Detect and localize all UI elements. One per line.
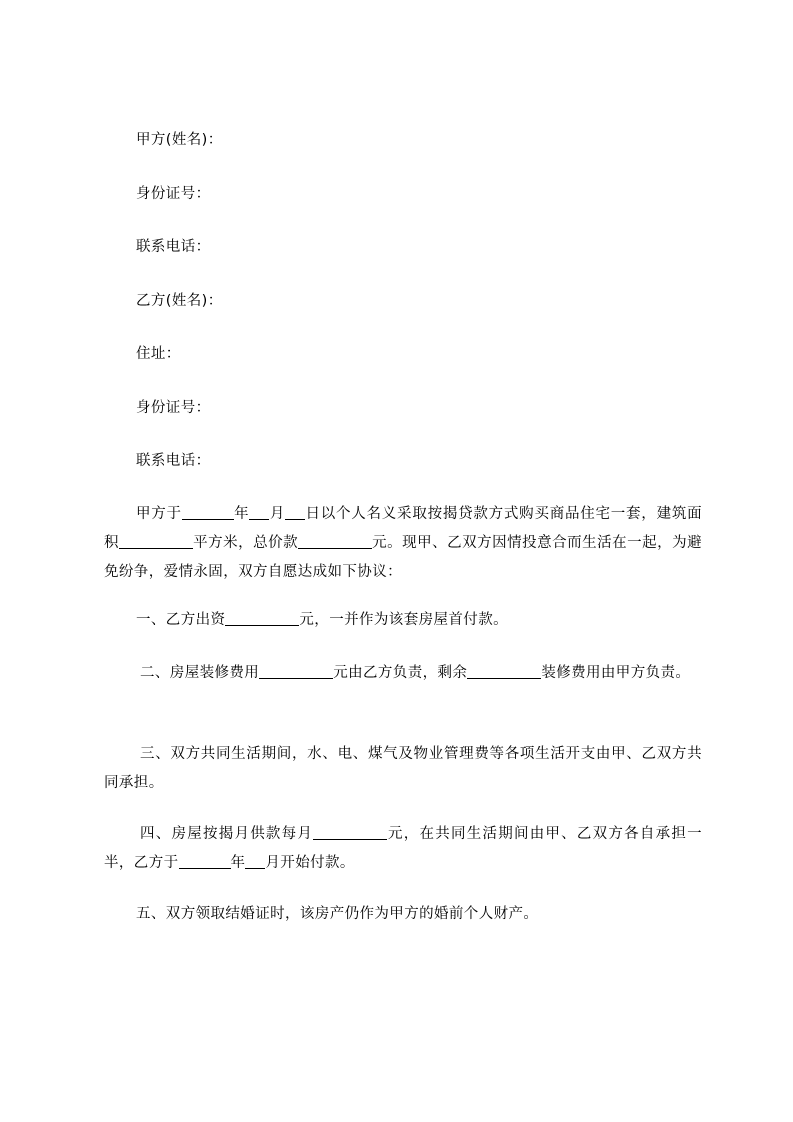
party-a-name-label: 甲方(姓名)： [136,132,223,148]
clause-text: 一、乙方出资 [136,612,226,628]
clause-text: 五、双方领取结婚证时，该房产仍作为甲方的婚前个人财产。 [136,906,539,922]
clause-text: 装修费用由甲方负责。 [541,665,691,681]
clause-text: 元由乙方负责，剩余 [333,665,468,681]
intro-text: 月 [269,506,286,522]
floor-area-blank [119,533,193,549]
clause-text: 二、房屋装修费用 [140,665,260,681]
intro-text: 元。现甲、乙双方因情投意合而生活在一起，为避免纷争，爱情永固，双方自愿达成如下协议： [104,535,702,580]
party-a-id-label: 身份证号： [136,186,211,202]
clause-text: 年 [230,855,246,871]
clause-text: 月开始付款。 [265,855,355,871]
monthly-payment-blank [313,824,387,840]
remaining-cost-blank [467,663,541,679]
intro-text: 年 [233,506,250,522]
clause-1 [104,606,702,635]
party-b-address-label: 住址： [136,346,181,362]
purchase-month-blank [249,504,269,520]
decoration-cost-blank [259,663,333,679]
clause-3 [104,740,702,798]
party-b-phone-label: 联系电话： [136,453,211,469]
purchase-day-blank [285,504,305,520]
clause-2 [104,659,702,688]
purchase-year-blank [182,504,234,520]
total-price-blank [298,533,372,549]
payment-year-blank [179,853,231,869]
clause-text: 三、双方共同生活期间，水、电、煤气及物业管理费等各项生活开支由甲、乙双方共同承担。 [104,746,702,791]
party-b-name-label: 乙方(姓名)： [136,293,223,309]
intro-paragraph [104,500,702,587]
intro-text: 日以个人名义采取按揭贷款方式购买商品住宅一套，建筑面积 [104,506,703,551]
clause-text: 元，在共同生活期间由甲、乙双方各自承担一半，乙方于 [104,826,703,871]
contribution-amount-blank [225,610,299,626]
intro-text: 甲方于 [136,506,182,522]
clause-text: 四、房屋按揭月供款每月 [140,826,314,842]
intro-text: 平方米，总价款 [193,535,299,551]
payment-month-blank [245,853,265,869]
clause-5 [104,900,702,929]
party-b-id-label: 身份证号： [136,400,211,416]
party-a-phone-label: 联系电话： [136,239,211,255]
clause-text: 元，一并作为该套房屋首付款。 [299,612,509,628]
clause-4 [104,820,702,878]
